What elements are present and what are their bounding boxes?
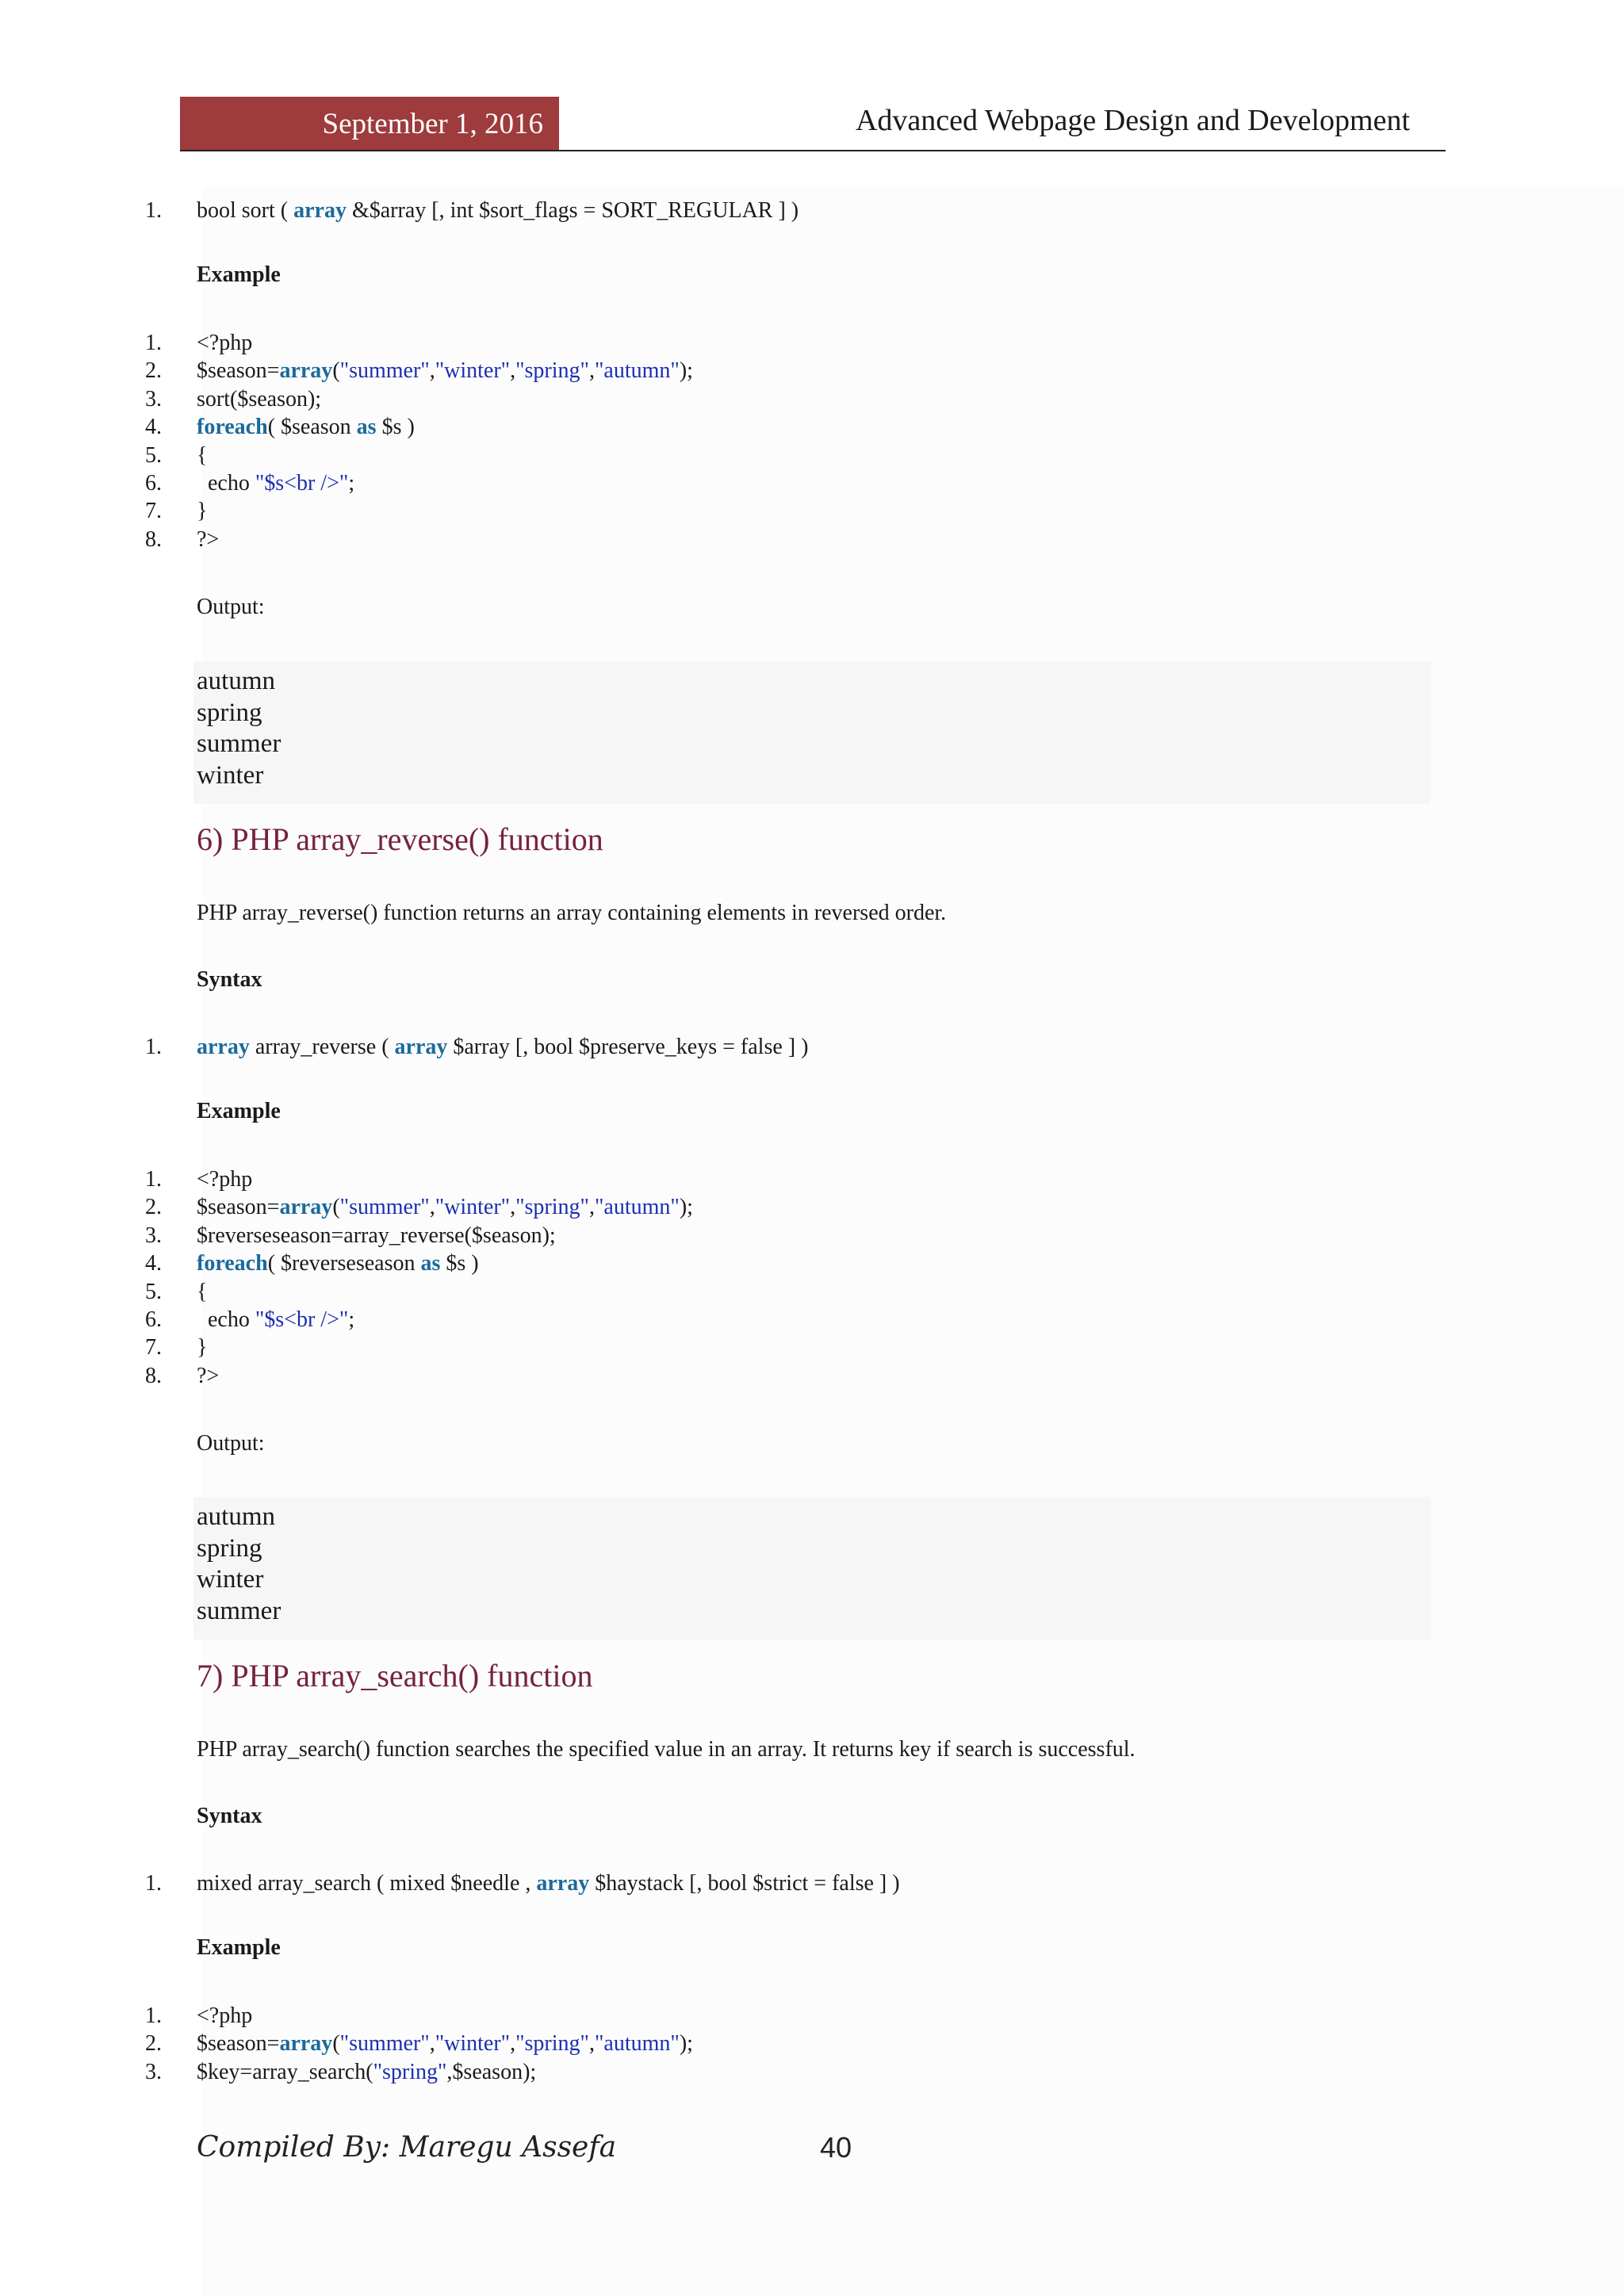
code-token: ( $season bbox=[267, 415, 357, 440]
code-keyword: foreach bbox=[197, 1251, 268, 1276]
code-text bbox=[197, 1249, 479, 1277]
code-keyword: array bbox=[536, 1871, 590, 1896]
code-string: "autumn" bbox=[594, 2031, 680, 2057]
code-token: $haystack [, bool $strict = false ] ) bbox=[589, 1871, 900, 1896]
code-text bbox=[197, 1193, 693, 1221]
code-text bbox=[197, 469, 354, 497]
code-keyword: array bbox=[394, 1035, 448, 1059]
code-token: , bbox=[429, 1195, 435, 1220]
code-token: , bbox=[588, 358, 595, 384]
code-keyword: array bbox=[197, 1035, 250, 1059]
code-text bbox=[197, 1334, 207, 1361]
line-number: 4. bbox=[145, 1251, 162, 1276]
code-text bbox=[197, 329, 252, 357]
code-string: "summer" bbox=[339, 358, 430, 384]
line-number: 2. bbox=[145, 1195, 162, 1220]
code-token: , bbox=[429, 358, 435, 384]
line-number: 3. bbox=[145, 1223, 162, 1248]
code-token: $array [, bool $preserve_keys = false ] ) bbox=[447, 1035, 809, 1059]
code-text bbox=[197, 357, 693, 385]
code-token: mixed array_search ( mixed $needle , bbox=[197, 1871, 537, 1896]
code-string: "summer" bbox=[339, 1195, 430, 1220]
code-keyword: as bbox=[356, 415, 377, 440]
code-token: echo bbox=[197, 1307, 255, 1332]
line-number: 8. bbox=[145, 526, 162, 552]
output-line: winter bbox=[197, 760, 264, 790]
line-number: 7. bbox=[145, 499, 162, 524]
code-token: { bbox=[197, 442, 208, 468]
line-number: 5. bbox=[145, 1279, 162, 1304]
code-token: <?php bbox=[197, 331, 253, 355]
output-line: spring bbox=[197, 1533, 262, 1563]
line-number: 3. bbox=[145, 386, 162, 411]
code-text bbox=[197, 1306, 354, 1334]
code-token: , bbox=[510, 1195, 516, 1220]
code-token: ( bbox=[332, 1195, 340, 1220]
sort-output-box bbox=[193, 661, 1431, 804]
section-7-description: PHP array_search() function searches the specified value in an array. It returns key if search is successful. bbox=[197, 1737, 1136, 1762]
code-keyword: array bbox=[279, 2031, 333, 2057]
code-token: $season= bbox=[197, 358, 280, 384]
code-token: &$array [, int $sort_flags = SORT_REGULAR ] ) bbox=[346, 198, 799, 223]
code-string: "$s<br />" bbox=[255, 470, 349, 496]
code-string: "spring" bbox=[515, 358, 589, 384]
line-number: 6. bbox=[145, 470, 162, 496]
footer-compiled-by: Compiled By: Maregu Assefa bbox=[197, 2131, 617, 2164]
code-token: ( $reverseseason bbox=[267, 1251, 421, 1276]
code-string: "spring" bbox=[373, 2059, 447, 2084]
line-number: 1. bbox=[145, 331, 162, 355]
code-text bbox=[197, 2002, 252, 2030]
line-number: 5. bbox=[145, 442, 162, 468]
line-number: 1. bbox=[145, 198, 162, 223]
code-text bbox=[197, 2058, 536, 2086]
code-token: $key=array_search( bbox=[197, 2059, 373, 2084]
code-token: , bbox=[588, 1195, 595, 1220]
code-keyword: array bbox=[279, 1195, 333, 1220]
output-line: summer bbox=[197, 1596, 282, 1625]
code-text bbox=[197, 197, 799, 224]
code-token: , bbox=[429, 2031, 435, 2057]
section-6-output-box bbox=[193, 1497, 1431, 1640]
output-line: winter bbox=[197, 1565, 264, 1594]
code-token: ); bbox=[679, 2031, 693, 2057]
line-number: 1. bbox=[145, 1167, 162, 1192]
code-token: { bbox=[197, 1279, 208, 1304]
code-token: <?php bbox=[197, 2003, 253, 2028]
code-token: } bbox=[197, 499, 208, 524]
code-token: ; bbox=[348, 1307, 355, 1332]
code-token: ?> bbox=[197, 526, 220, 552]
line-number: 4. bbox=[145, 415, 162, 440]
code-token: $s ) bbox=[440, 1251, 479, 1276]
code-string: "spring" bbox=[515, 2031, 589, 2057]
code-text bbox=[197, 1033, 808, 1061]
section-6-syntax-label: Syntax bbox=[197, 967, 262, 992]
footer-page-number: 40 bbox=[820, 2131, 852, 2164]
code-text bbox=[197, 1362, 219, 1390]
code-string: "autumn" bbox=[594, 1195, 680, 1220]
header-rule bbox=[180, 150, 1446, 151]
code-text bbox=[197, 1869, 900, 1897]
line-number: 1. bbox=[145, 1871, 162, 1896]
code-keyword: array bbox=[279, 358, 333, 384]
code-text bbox=[197, 413, 415, 441]
code-keyword: foreach bbox=[197, 415, 268, 440]
sort-output-label: Output: bbox=[197, 595, 265, 619]
code-text bbox=[197, 526, 219, 553]
line-number: 2. bbox=[145, 2031, 162, 2057]
line-number: 8. bbox=[145, 1363, 162, 1388]
line-number: 2. bbox=[145, 358, 162, 384]
line-number: 3. bbox=[145, 2059, 162, 2084]
code-token: $reverseseason=array_reverse($season); bbox=[197, 1223, 556, 1248]
code-token: sort($season); bbox=[197, 386, 322, 411]
code-token: ; bbox=[348, 470, 355, 496]
output-line: autumn bbox=[197, 1502, 275, 1531]
code-token: echo bbox=[197, 470, 255, 496]
code-string: "summer" bbox=[339, 2031, 430, 2057]
code-token: $s ) bbox=[376, 415, 415, 440]
code-text bbox=[197, 1165, 252, 1193]
code-token: , bbox=[510, 358, 516, 384]
code-token: $season= bbox=[197, 1195, 280, 1220]
section-6-example-label: Example bbox=[197, 1099, 281, 1123]
code-text bbox=[197, 1222, 556, 1249]
code-text bbox=[197, 1278, 207, 1306]
code-text bbox=[197, 442, 207, 469]
line-number: 1. bbox=[145, 1035, 162, 1059]
line-number: 6. bbox=[145, 1307, 162, 1332]
code-text bbox=[197, 2030, 693, 2057]
header-title: Advanced Webpage Design and Development bbox=[855, 104, 1410, 137]
code-token: ( bbox=[332, 358, 340, 384]
code-string: "autumn" bbox=[594, 358, 680, 384]
code-string: "winter" bbox=[435, 2031, 511, 2057]
code-keyword: array bbox=[293, 198, 347, 223]
section-6-output-label: Output: bbox=[197, 1431, 265, 1456]
code-token: ,$season); bbox=[446, 2059, 537, 2084]
header-date: September 1, 2016 bbox=[322, 108, 543, 140]
line-number: 7. bbox=[145, 1335, 162, 1360]
code-string: "winter" bbox=[435, 1195, 511, 1220]
sort-example-label: Example bbox=[197, 262, 281, 287]
code-token: , bbox=[588, 2031, 595, 2057]
code-token: } bbox=[197, 1335, 208, 1360]
code-string: "winter" bbox=[435, 358, 511, 384]
code-token: $season= bbox=[197, 2031, 280, 2057]
code-string: "$s<br />" bbox=[255, 1307, 349, 1332]
code-token: bool sort ( bbox=[197, 198, 294, 223]
code-token: array_reverse ( bbox=[249, 1035, 395, 1059]
code-text bbox=[197, 385, 321, 413]
code-token: <?php bbox=[197, 1167, 253, 1192]
code-token: ); bbox=[679, 1195, 693, 1220]
output-line: autumn bbox=[197, 667, 275, 695]
output-line: spring bbox=[197, 698, 262, 727]
code-token: ); bbox=[679, 358, 693, 384]
section-7-heading: 7) PHP array_search() function bbox=[197, 1658, 593, 1693]
code-string: "spring" bbox=[515, 1195, 589, 1220]
output-line: summer bbox=[197, 729, 282, 758]
code-token: ( bbox=[332, 2031, 340, 2057]
section-7-example-label: Example bbox=[197, 1935, 281, 1960]
section-7-syntax-label: Syntax bbox=[197, 1804, 262, 1828]
code-keyword: as bbox=[420, 1251, 441, 1276]
code-token: ?> bbox=[197, 1363, 220, 1388]
line-number: 1. bbox=[145, 2003, 162, 2028]
section-6-heading: 6) PHP array_reverse() function bbox=[197, 821, 603, 857]
header-date-banner bbox=[180, 97, 559, 151]
section-6-description: PHP array_reverse() function returns an array containing elements in reversed order. bbox=[197, 901, 947, 925]
code-token: , bbox=[510, 2031, 516, 2057]
code-text bbox=[197, 497, 207, 525]
